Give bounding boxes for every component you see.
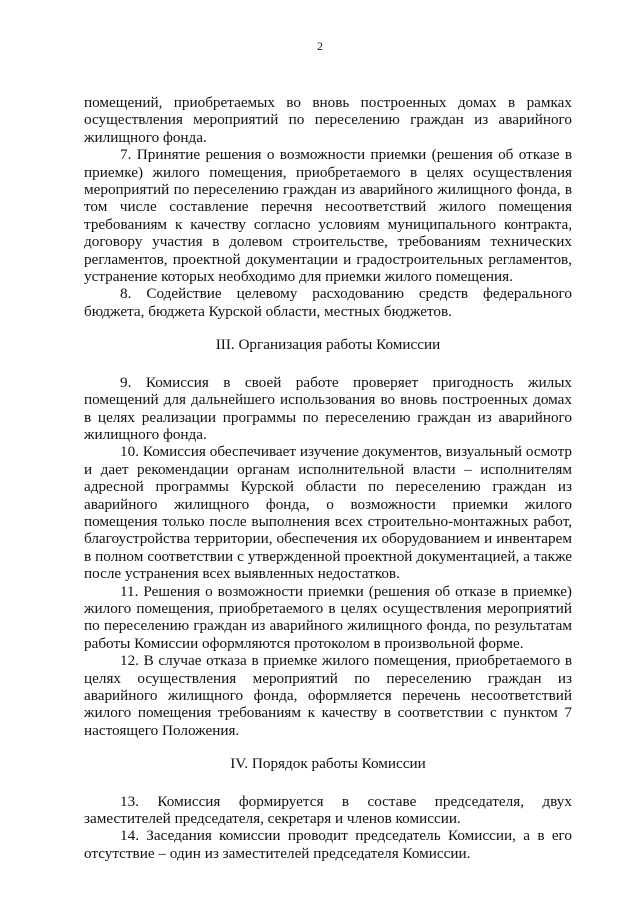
page-number: 2 bbox=[317, 39, 323, 53]
document-body bbox=[84, 94, 572, 862]
continuation-paragraph: помещений, приобретаемых во вновь построенных домах в рамках осуществления мероприятий по переселению граждан из аварийного жилищного фонда. bbox=[84, 94, 572, 146]
paragraph-14: 14. Заседания комиссии проводит председатель Комиссии, а в его отсутствие – один из заместителей председателя Комиссии. bbox=[84, 827, 572, 862]
section-heading-4: IV. Порядок работы Комиссии bbox=[230, 755, 426, 773]
paragraph-13: 13. Комиссия формируется в составе председателя, двух заместителей председателя, секретаря и членов комиссии. bbox=[84, 792, 572, 828]
paragraph-8: 8. Содействие целевому расходованию средств федерального бюджета, бюджета Курской области, местных бюджетов. bbox=[84, 285, 572, 320]
paragraph-9: 9. Комиссия в своей работе проверяет пригодность жилых помещений для дальнейшего использования во вновь построенных домах в целях реализации программы по переселению граждан из аварийного жилищного фонда. bbox=[84, 373, 572, 443]
paragraph-7: 7. Принятие решения о возможности приемки (решения об отказе в приемке) жилого помещения, приобретаемого в целях осуществления мероприятий по переселению граждан из аварийного жилищного фонда, в том числе составление перечня несоответствий жилого помещения требованиям к качеству согласно условиям муниципального контракта, договору участия в долевом строительстве, требованиям технических регламентов, проектной документации и градостроительных регламентов, устранение которых необходимо для приемки жилого помещения. bbox=[84, 146, 572, 286]
paragraph-12: 12. В случае отказа в приемке жилого помещения, приобретаемого в целях осуществления мероприятий по переселению граждан из аварийного жилищного фонда, оформляется перечень несоответствий жилого помещения требованиям к качеству в соответствии с пунктом 7 настоящего Положения. bbox=[84, 652, 572, 739]
paragraph-10: 10. Комиссия обеспечивает изучение документов, визуальный осмотр и дает рекомендации органам исполнительной власти – исполнителям адресной программы Курской области по переселению граждан из аварийного жилищного фонда, о возможности приемки жилого помещения только после выполнения всех строительно-монтажных работ, благоустройства территории, обеспечения их оборудованием и инвентарем в полном соответствии с утвержденной проектной документацией, а также после устранения всех выявленных недостатков. bbox=[84, 443, 572, 583]
paragraph-11: 11. Решения о возможности приемки (решения об отказе в приемке) жилого помещения, приобретаемого в целях осуществления мероприятий по переселению граждан из аварийного жилищного фонда, по результатам работы Комиссии оформляются протоколом в произвольной форме. bbox=[84, 582, 572, 652]
section-heading-3: III. Организация работы Комиссии bbox=[215, 336, 441, 354]
